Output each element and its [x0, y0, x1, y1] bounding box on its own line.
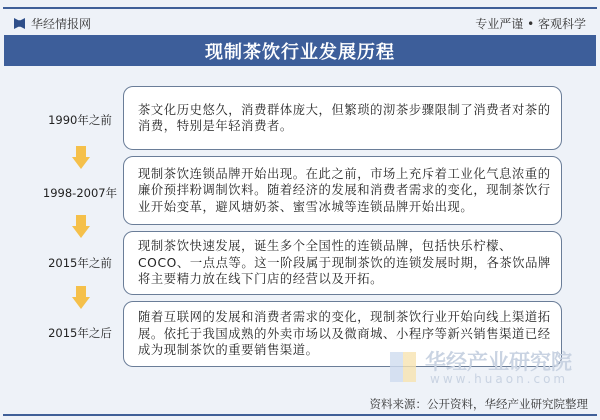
- timeline-text: 茶文化历史悠久，消费群体庞大，但繁琐的沏茶步骤限制了消费者对茶的消费，特别是年轻消费者。: [138, 102, 551, 133]
- source-note: 资料来源：公开资料，华经产业研究院整理: [369, 397, 588, 411]
- period-label: 2015年之前: [48, 256, 112, 270]
- top-divider: [3, 7, 597, 9]
- brand-name: 华经情报网: [31, 17, 92, 31]
- arrow-down-icon: [72, 286, 90, 310]
- period-label: 2015年之后: [48, 326, 112, 340]
- watermark-name: 华经产业研究院: [425, 350, 572, 374]
- arrow-down-icon: [72, 146, 90, 170]
- timeline-box: [123, 231, 562, 295]
- timeline-box: [123, 86, 562, 150]
- timeline-text: 随着互联网的发展和消费者需求的变化，现制茶饮行业开始向线上渠道拓展。依托于我国成熟的外卖市场以及微商城、小程序等新兴销售渠道已经成为现制茶饮的重要销售渠道。: [138, 310, 551, 358]
- period-label: 1990年之前: [48, 113, 112, 127]
- brand-logo: [14, 15, 91, 32]
- watermark-logo-icon: [390, 352, 416, 382]
- logo-icon: [14, 18, 25, 29]
- timeline-text: 现制茶饮连锁品牌开始出现。在此之前，市场上充斥着工业化气息浓重的廉价预拌粉调制饮料。随着经济的发展和消费者需求的变化，现制茶饮行业开始变革，避风塘奶茶、蜜雪冰城等连锁品牌开始出现。: [138, 166, 551, 214]
- slogan: 专业严谨 • 客观科学: [475, 17, 586, 31]
- timeline-box: [123, 156, 562, 225]
- timeline-text: 现制茶饮快速发展，诞生多个全国性的连锁品牌，包括快乐柠檬、COCO、一点点等。这一阶段属于现制茶饮的连锁发展时期，各茶饮品牌将主要精力放在线下门店的经营以及开拓。: [138, 239, 551, 287]
- period-label: 1998-2007年: [42, 186, 118, 200]
- watermark-url: www.huaon.com: [430, 372, 569, 386]
- arrow-down-icon: [72, 215, 90, 239]
- page-title: 现制茶饮行业发展历程: [4, 35, 596, 66]
- bottom-divider: [3, 414, 597, 416]
